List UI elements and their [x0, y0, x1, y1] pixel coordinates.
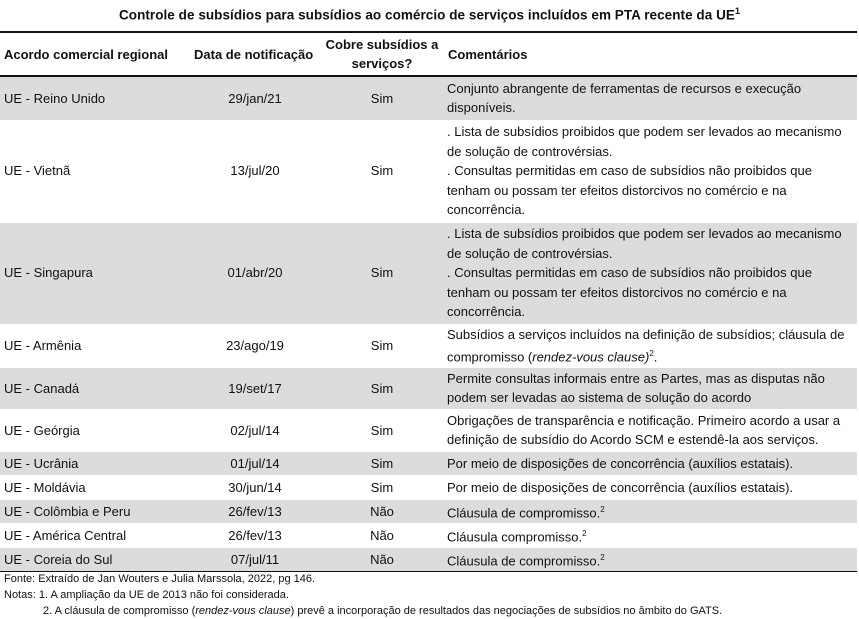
- cell-data: 30/jun/14: [190, 475, 320, 499]
- cell-data: 26/fev/13: [190, 523, 320, 547]
- note-2: 2. A cláusula de compromisso (rendez-vous clause) prevê a incorporação de resultados das negociações de subsídios no âmbito do GATS.: [43, 605, 723, 617]
- cell-acordo: UE - Geórgia: [0, 409, 190, 451]
- table-row: [0, 451, 857, 475]
- cell-cobre: Sim: [320, 324, 444, 367]
- cell-acordo: UE - América Central: [0, 523, 190, 547]
- table-row: [0, 547, 857, 571]
- cell-acordo: UE - Singapura: [0, 222, 190, 324]
- source-note: Fonte: Extraído de Jan Wouters e Julia Marssola, 2022, pg 146.: [4, 573, 316, 585]
- cell-cobre: Sim: [320, 76, 444, 120]
- cell-data: 01/abr/20: [190, 222, 320, 324]
- cell-data: 26/fev/13: [190, 499, 320, 523]
- table-row: [0, 120, 857, 222]
- cell-cobre: Sim: [320, 451, 444, 475]
- cell-cobre: Sim: [320, 409, 444, 451]
- cell-acordo: UE - Canadá: [0, 367, 190, 409]
- cell-acordo: UE - Coreia do Sul: [0, 547, 190, 571]
- cell-data: 02/jul/14: [190, 409, 320, 451]
- header-comentarios: Comentários: [444, 32, 857, 76]
- cell-acordo: UE - Armênia: [0, 324, 190, 367]
- cell-data: 19/set/17: [190, 367, 320, 409]
- note-1: Notas: 1. A ampliação da UE de 2013 não foi considerada.: [4, 589, 289, 601]
- cell-comentarios: Cláusula de compromisso.$^2$: [444, 499, 857, 523]
- cell-comentarios: Subsídios a serviços incluídos na definição de subsídios; cláusula de compromisso (rendez-vous clause)$^2$.: [444, 324, 857, 367]
- cell-comentarios: Por meio de disposições de concorrência (auxílios estatais).: [444, 451, 857, 475]
- cell-cobre: Não: [320, 523, 444, 547]
- cell-cobre: Não: [320, 499, 444, 523]
- table-row: [0, 409, 857, 451]
- table-row: [0, 499, 857, 523]
- cell-comentarios: Conjunto abrangente de ferramentas de recursos e execução disponíveis.: [444, 76, 857, 120]
- cell-data: 23/ago/19: [190, 324, 320, 367]
- table-row: [0, 367, 857, 409]
- cell-acordo: UE - Colômbia e Peru: [0, 499, 190, 523]
- cell-comentarios: Cláusula compromisso.$^2$: [444, 523, 857, 547]
- header-cobre: Cobre subsídios a serviços?: [320, 32, 444, 76]
- cell-data: 01/jul/14: [190, 451, 320, 475]
- table-row: [0, 475, 857, 499]
- cell-comentarios: . Lista de subsídios proibidos que podem ser levados ao mecanismo de solução de controvérsias. . Consultas permitidas em caso de subsídios não proibidos que tenham ou possam ter efeitos distorcivos no comércio e na concorrência.: [444, 222, 857, 324]
- cell-cobre: Sim: [320, 222, 444, 324]
- cell-comentarios: Por meio de disposições de concorrência (auxílios estatais).: [444, 475, 857, 499]
- cell-comentarios: Cláusula de compromisso.$^2$: [444, 547, 857, 571]
- cell-cobre: Sim: [320, 367, 444, 409]
- header-data: Data de notificação: [190, 32, 320, 76]
- cell-cobre: Não: [320, 547, 444, 571]
- header-acordo: Acordo comercial regional: [0, 32, 190, 76]
- cell-data: 13/jul/20: [190, 120, 320, 222]
- table-row: [0, 222, 857, 324]
- cell-acordo: UE - Reino Unido: [0, 76, 190, 120]
- table-header-row: [0, 32, 857, 76]
- cell-comentarios: Obrigações de transparência e notificação. Primeiro acordo a usar a definição de subsídio do Acordo SCM e estendê-la aos serviços.: [444, 409, 857, 451]
- cell-comentarios: . Lista de subsídios proibidos que podem ser levados ao mecanismo de solução de controvérsias. . Consultas permitidas em caso de subsídios não proibidos que tenham ou possam ter efeitos distorcivos no comércio e na concorrência.: [444, 120, 857, 222]
- cell-data: 07/jul/11: [190, 547, 320, 571]
- table-row: [0, 523, 857, 547]
- cell-acordo: UE - Moldávia: [0, 475, 190, 499]
- subsidy-table: [0, 31, 857, 572]
- table-row: [0, 324, 857, 367]
- cell-data: 29/jan/21: [190, 76, 320, 120]
- table-row: [0, 76, 857, 120]
- cell-acordo: UE - Vietnã: [0, 120, 190, 222]
- cell-cobre: Sim: [320, 120, 444, 222]
- cell-acordo: UE - Ucrânia: [0, 451, 190, 475]
- cell-comentarios: Permite consultas informais entre as Partes, mas as disputas não podem ser levadas ao sistema de solução do acordo: [444, 367, 857, 409]
- cell-cobre: Sim: [320, 475, 444, 499]
- table-title: Controle de subsídios para subsídios ao comércio de serviços incluídos em PTA recente da $UE^1$: [118, 6, 741, 23]
